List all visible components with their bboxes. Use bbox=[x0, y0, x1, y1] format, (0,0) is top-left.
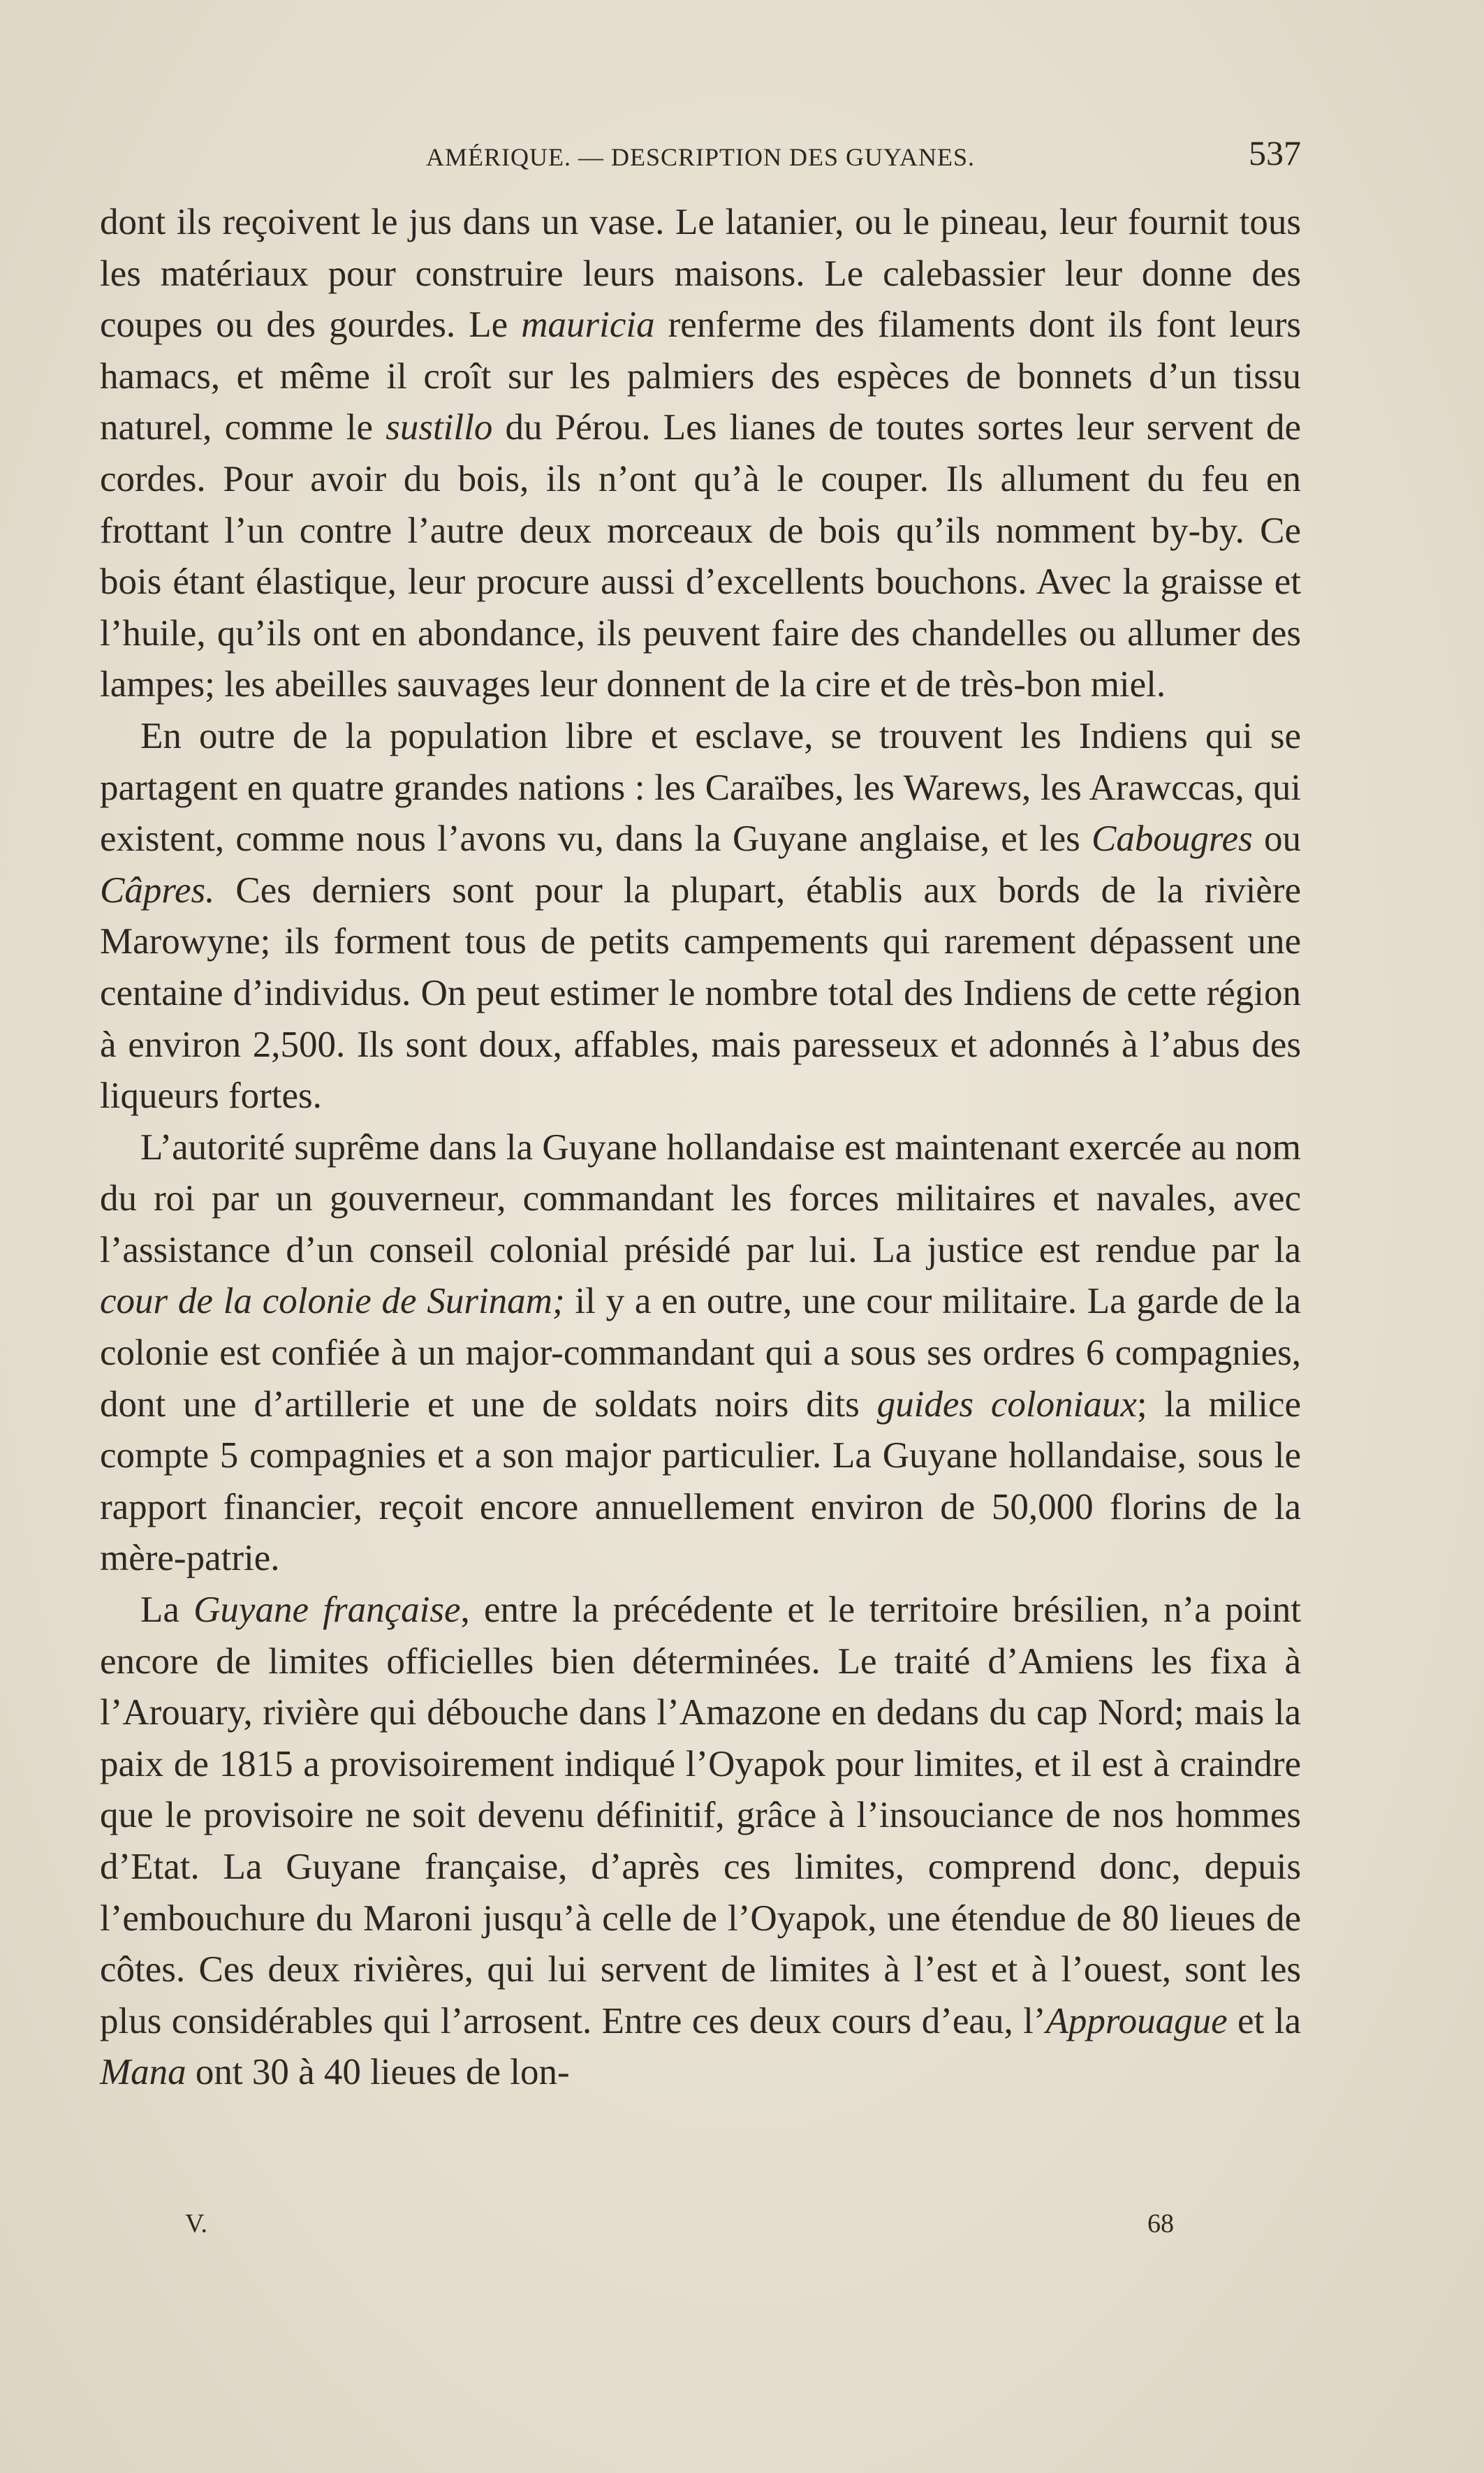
page-header bbox=[100, 133, 1301, 182]
italic-text: guides coloniaux bbox=[876, 1384, 1137, 1425]
italic-text: Cabougres bbox=[1092, 819, 1253, 860]
text-run: La bbox=[140, 1590, 194, 1631]
page-number: 537 bbox=[1249, 133, 1301, 173]
page-footer bbox=[100, 2208, 1301, 2250]
text-run: du Pérou. Les lianes de toutes sortes leur servent de cordes. Pour avoir du bois, ils n’ont qu’à le couper. Ils allument du feu en frottant l’un contre l’autre deux morceaux de bois qu’ils nomment by-by. Ce bois étant élastique, leur procure aussi d’excellents bouchons. Avec la graisse et l’huile, qu’ils ont en abondance, ils peuvent faire des chandelles ou allumer des lampes; les abeilles sauvages leur donnent de la cire et de très-bon miel. bbox=[100, 407, 1301, 705]
italic-text: mauricia bbox=[521, 304, 655, 346]
text-run: ou bbox=[1252, 819, 1302, 860]
text-run: ont 30 à 40 lieues de lon- bbox=[186, 2052, 570, 2093]
paragraph bbox=[100, 1122, 1301, 1585]
signature-mark: V. bbox=[185, 2209, 208, 2238]
running-title: AMÉRIQUE. — DESCRIPTION DES GUYANES. bbox=[425, 143, 976, 171]
text-run: il y a en outre, une cour militaire. La garde de la colonie est confiée à un major-commandant qui a sous ses ordres 6 compagnies, dont une d’artillerie et une de soldats noirs dits bbox=[100, 1281, 1301, 1425]
text-run: En outre de la population libre et esclave, se trouvent les Indiens qui se partagent en quatre grandes nations : les Caraïbes, les Warews, les Arawccas, qui existent, comme nous l’avons vu, dans la Guyane anglaise, et les bbox=[100, 715, 1301, 860]
italic-text: Câpres. bbox=[100, 869, 215, 911]
text-run: renferme des filaments dont ils font leurs hamacs, et même il croît sur les palmiers des espèces de bonnets d’un tissu naturel, comme le bbox=[100, 304, 1301, 448]
text-run: dont ils reçoivent le jus dans un vase. Le latanier, ou le pineau, leur fournit tous les matériaux pour construire leurs maisons. Le calebassier leur donne des coupes ou des gourdes. Le bbox=[100, 202, 1301, 346]
italic-text: Mana bbox=[100, 2052, 186, 2093]
body-text bbox=[100, 197, 1301, 2099]
text-run: Ces derniers sont pour la plupart, établis aux bords de la rivière Marowyne; ils forment tous de petits campements qui rarement dépassent une centaine d’individus. On peut estimer le nombre total des Indiens de cette région à environ 2,500. Ils sont doux, affables, mais paresseux et adonnés à l’abus des liqueurs fortes. bbox=[100, 869, 1301, 1117]
italic-text: Approuague bbox=[1045, 2000, 1228, 2041]
text-run: ; la milice compte 5 compagnies et a son major particulier. La Guyane hollandaise, sous le rapport financier, reçoit encore annuellement environ de 50,000 florins de la mère-patrie. bbox=[100, 1384, 1301, 1579]
paragraph bbox=[100, 197, 1301, 711]
italic-text: Guyane française bbox=[193, 1590, 461, 1631]
italic-text: sustillo bbox=[385, 407, 493, 448]
italic-text: cour de la colonie de Surinam; bbox=[100, 1281, 565, 1322]
paragraph bbox=[100, 1585, 1301, 2099]
text-run: L’autorité suprême dans la Guyane hollandaise est maintenant exercée au nom du roi par un gouverneur, commandant les forces militaires et navales, avec l’assistance d’un conseil colonial présidé par lui. La justice est rendue par la bbox=[100, 1127, 1301, 1270]
sheet-number: 68 bbox=[1147, 2209, 1174, 2238]
text-run: , entre la précédente et le territoire brésilien, n’a point encore de limites officielles bien déterminées. Le traité d’Amiens les fixa à l’Arouary, rivière qui débouche dans l’Amazone en dedans du cap Nord; mais la paix de 1815 a provisoirement indiqué l’Oyapok pour limites, et il est à craindre que le provisoire ne soit devenu définitif, grâce à l’insouciance de nos hommes d’Etat. La Guyane française, d’après ces limites, comprend donc, depuis l’embouchure du Maroni jusqu’à celle de l’Oyapok, une étendue de 80 lieues de côtes. Ces deux rivières, qui lui servent de limites à l’est et à l’ouest, sont les plus considérables qui l’arrosent. Entre ces deux cours d’eau, l’ bbox=[100, 1590, 1301, 2041]
paragraph bbox=[100, 711, 1301, 1122]
text-run: et la bbox=[1227, 2000, 1302, 2041]
